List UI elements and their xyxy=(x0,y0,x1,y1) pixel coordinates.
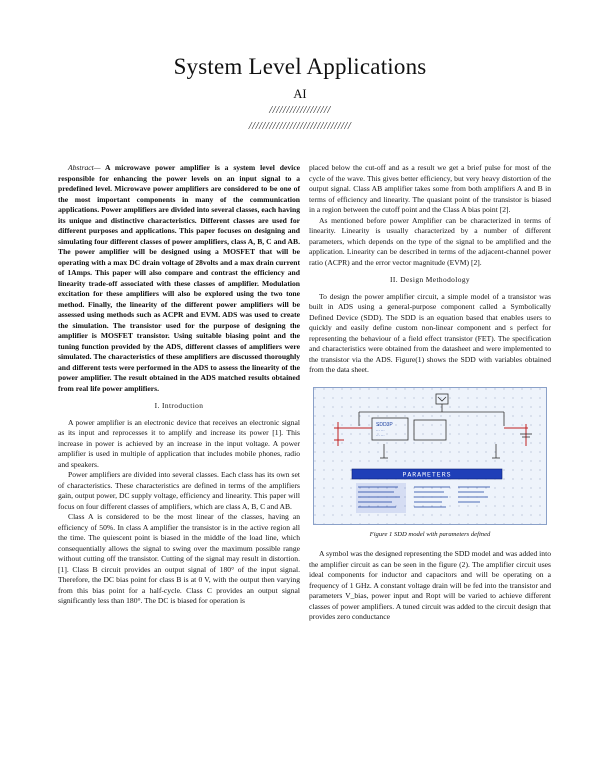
affiliation-line-1: ////////////////// xyxy=(269,105,331,116)
abstract-label: Abstract— xyxy=(68,163,101,172)
intro-paragraph: Class A is considered to be the most linear of the classes, having an efficiency of 50%. In class A amplifier the transistor is in the active region all the time. The quiescent point is biased in the middle of the load line, which consequentially allows the signal to swing over the maximum possible range without cutting off the transistor. Cutting of the signal may result in distortion. [1]. Class B circuit provides an output signal of 180° of the input signal. Therefore, the DC bias point for class B is at 0 V, with the output then varying from this bias point for a half-cycle. Class C provides an output signal significantly less than 180°. The DC is biased for operation is xyxy=(58,512,300,605)
figure-caption: Figure 1 SDD model with parameters defined xyxy=(369,530,491,538)
body-paragraph: placed below the cut-off and as a result we get a brief pulse for most of the cycle of the wave. This gives better efficiency, but very heavy distortion of the output signal. Class AB amplifier takes some from both amplifiers A and B in terms of efficiency and linearity. The quasiant point of the transistor is biased in a region between the cutoff point and the Class A bias point [2]. xyxy=(309,163,551,214)
intro-paragraph: A power amplifier is an electronic device that receives an electronic signal as its input and reprocesses it to amplify and increase its power [1]. This increase in power is achieved by an increase in the input voltage. A power amplifier is used in multiple of application that includes mobile phones, radio and speakers. xyxy=(58,417,300,469)
section-heading-introduction: I. Introduction xyxy=(154,401,204,410)
body-paragraph: A symbol was the designed representing the SDD model and was added into the amplifier circuit as can be seen in the figure (2). The amplifier circuit uses ideal components for inductor and capacitors and will be operating on a frequency of 1 GHz. A constant voltage drain will be fed into the transistor and parameters V_bias, power input and Ropt will be varied to achieve different classes of power amplifiers. A tuned circuit was added to the circuit design that provides zero conductance xyxy=(309,549,551,621)
figure-sdd-schematic xyxy=(313,387,547,525)
schematic-diagram xyxy=(314,388,547,525)
body-paragraph: As mentioned before power Amplifier can be characterized in terms of linearity. Linearity is usually characterized by a number of different parameters, which depends on the type of the signal to be amplified and the application. Linearity can be described in terms of the adjacent-channel power ratio (ACPR) and the error vector magnitude (EVM) [2]. xyxy=(309,215,551,267)
schematic-parameters-label: PARAMETERS xyxy=(402,471,452,478)
left-column xyxy=(58,163,300,607)
section-heading-design-methodology: II. Design Methodology xyxy=(389,275,471,284)
intro-paragraph: Power amplifiers are divided into several classes. Each class has its own set of characteristics. These characteristics are defined in terms of the amplifiers gain, output power, DC supply voltage, efficiency and linearity. This paper will focus on four different classes of amplifiers, which are class A, B, C and AB. xyxy=(58,470,300,511)
svg-text:··· ···: ··· ··· xyxy=(376,433,385,438)
abstract-text: A microwave power amplifier is a system level device responsible for enhancing the power levels on an input signal to a predefined level. Microwave power amplifiers are considered to be one of the most important components in many of the communication applications. Power amplifiers are divided into several classes, each having its unique and distinctive characteristics. Different classes are used for different purposes and applications. This paper focuses on designing and simulating four different classes of power amplifiers, class A, B, C and AB. The power amplifier will be designed using a MOSFET that will be operating with a max DC drain voltage of 28volts and a max drain current of 1Amps. This paper will also compare and contrast the efficiency and linearity trade-off associated with these classes of amplifier. Modulation excitation for these amplifiers will also be explored using the two tone method. Finally, the linearity of the different power amplifiers will be assessed using methods such as ACPR and EVM. ADS was used to create the simulation. The transistor used for the purpose of designing the amplifier is MOSFET transistor. Using suitable biasing point and the tuning function provided by the ADS, different classes of amplifiers were simulated. The characteristics of these amplifiers are discussed thoroughly and different tests were performed in the ADS to assess the linearity of the power amplifier. The result obtained in the ADS matched results obtained from real life power amplifiers. xyxy=(58,163,300,393)
affiliation-line-2: ////////////////////////////// xyxy=(248,121,352,132)
body-paragraph: To design the power amplifier circuit, a simple model of a transistor was built in ADS using a general-purpose component called a Symbolically Defined Device (SDD). The SDD is an equation based that enables users to quickly and easily define custom non-linear component and s perfect for representing the behaviour of a field effect transistor (FET). The specification and characteristics were obtained from the datasheet and were implemented to the transistor via the ADS. Figure(1) shows the SDD with variables obtained from the data sheet. xyxy=(309,291,551,374)
right-column xyxy=(309,163,551,623)
svg-text:··· ···: ··· ··· xyxy=(376,428,385,433)
abstract xyxy=(58,163,300,394)
author-name: AI xyxy=(293,87,307,101)
paper-title: System Level Applications xyxy=(173,54,427,79)
schematic-component-label: SDD3P xyxy=(376,421,393,428)
